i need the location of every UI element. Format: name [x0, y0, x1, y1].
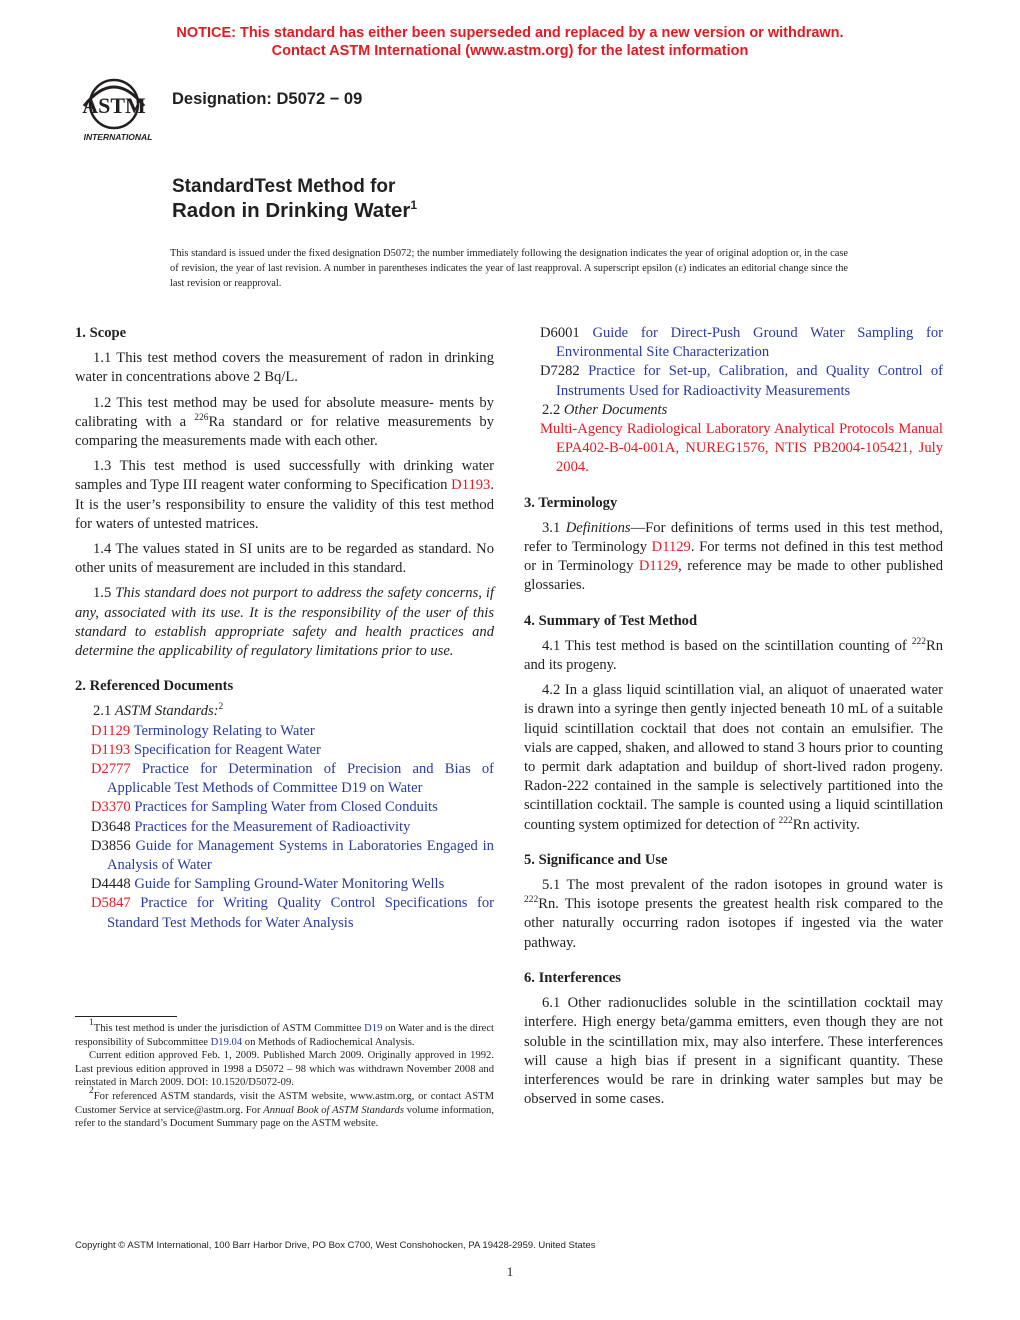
title-footnote-mark: 1	[410, 198, 418, 212]
page-number: 1	[506, 1264, 514, 1279]
reference-item[interactable]: D1129 Terminology Relating to Water	[91, 722, 315, 739]
reference-item[interactable]: D7282 Practice for Set-up, Calibration, and Quality Control of Instruments Used for Radioactivity Measurements	[540, 363, 943, 399]
issuance-statement: This standard is issued under the fixed designation D5072; the number immediately following the designation indicates the year of original adoption or, in the case of revision, the year of last revision. A number in parentheses indicates the year of last reapproval. A superscript epsilon (ε) indicates an editorial change since the last revision or reapproval.	[170, 248, 848, 289]
footnote-1: $^1$This test method is under the jurisdiction of ASTM Committee D19 on Water and is the direct responsibility of Subcommittee D19.04 on Methods of Radiochemical Analysis.	[75, 1018, 494, 1048]
reference-item[interactable]: D1193 Specification for Reagent Water	[91, 741, 321, 758]
reference-list	[75, 722, 494, 933]
significance-5-1: 5.1 The most prevalent of the radon isotopes in ground water is $^{222}$Rn. This isotope presents the greatest health risk compared to the other naturally occurring radon isotopes if ingested via the water pathway.	[524, 877, 943, 951]
summary-4-1: 4.1 This test method is based on the scintillation counting of $^{222}$Rn and its progeny.	[524, 636, 943, 674]
astm-logo	[74, 76, 162, 146]
notice-line-2: Contact ASTM International (www.astm.org) for the latest information	[271, 43, 749, 59]
footnote-1-edition: Current edition approved Feb. 1, 2009. Published March 2009. Originally approved in 1992. Last previous edition approved in 1998 a D5072 – 98 which was withdrawn November 2008 and reinstated in March 2009. DOI: 10.1520/D5072-09.	[75, 1050, 494, 1089]
reference-item[interactable]: D5847 Practice for Writing Quality Control Specifications for Standard Test Methods for Water Analysis	[91, 895, 494, 931]
reference-item[interactable]: D2777 Practice for Determination of Precision and Bias of Applicable Test Methods of Committee D19 on Water	[91, 761, 494, 797]
scope-1-4: 1.4 The values stated in SI units are to be regarded as standard. No other units of measurement are included in this standard.	[75, 541, 494, 577]
title-line-1: StandardTest Method for	[172, 176, 396, 197]
link-d1129[interactable]: D1129	[651, 539, 691, 556]
notice-line-1: NOTICE: This standard has either been superseded and replaced by a new version or withdrawn.	[176, 25, 844, 41]
interferences-6-1: 6.1 Other radionuclides soluble in the scintillation cocktail may interfere. High energy beta/gamma emitters, even though they are not soluble in the scintillation mix, may also interfere. These interferences will cause a high bias if present in a significant quantity. These interferences would be rare in drinking water samples but may be observed in some cases.	[524, 995, 943, 1108]
footnote-2: $^2$For referenced ASTM standards, visit the ASTM website, www.astm.org, or contact ASTM Customer Service at service@astm.org. For Annual Book of ASTM Standards volume information, refer to the standard’s Document Summary page on the ASTM website.	[75, 1085, 494, 1130]
footnote-divider	[75, 1016, 177, 1017]
reference-item[interactable]: D4448 Guide for Sampling Ground-Water Monitoring Wells	[91, 876, 445, 893]
link-d19-04[interactable]: D19.04	[210, 1036, 243, 1048]
right-column	[524, 324, 943, 1109]
interferences-heading: 6. Interferences	[524, 969, 621, 986]
left-column	[75, 324, 494, 933]
withdrawal-notice	[0, 24, 1020, 60]
scope-heading: 1. Scope	[75, 325, 127, 341]
other-documents-subheading: 2.2 Other Documents	[542, 401, 668, 418]
link-d1193[interactable]: D1193	[451, 477, 491, 494]
other-document-item[interactable]: Multi-Agency Radiological Laboratory Analytical Protocols Manual EPA402-B-04-001A, NUREG1576, NTIS PB2004-105421, July 2004.	[540, 421, 943, 476]
significance-heading: 5. Significance and Use	[524, 851, 668, 868]
terminology-heading: 3. Terminology	[524, 494, 618, 511]
link-d1129[interactable]: D1129	[638, 558, 679, 575]
logo-subtext: INTERNATIONAL	[83, 132, 153, 142]
document-title	[172, 176, 417, 224]
summary-4-2: 4.2 In a glass liquid scintillation vial, an aliquot of unaerated water is drawn into a syringe then gently injected beneath 10 mL of a suitable liquid scintillation cocktail that does not contain an emulsifier. The vials are capped, shaken, and allowed to stand 3 hours prior to counting to permit dark adaptation and buildup of short-lived radon progeny. Radon-222 contained in the sample is selectively partitioned into the scintillation cocktail. The sample is counted using a liquid scintillation counting system optimized for detection of $^{222}$Rn activity.	[524, 682, 943, 833]
summary-heading: 4. Summary of Test Method	[524, 612, 698, 629]
reference-item[interactable]: D3648 Practices for the Measurement of Radioactivity	[91, 818, 411, 835]
copyright-notice: Copyright © ASTM International, 100 Barr Harbor Drive, PO Box C700, West Conshohocken, PA 19428-2959. United States	[75, 1240, 596, 1251]
terminology-3-1: 3.1 Definitions—For definitions of terms used in this test method, refer to Terminology D1129. For terms not defined in this test method or in Terminology D1129, reference may be made to other published glossaries.	[524, 519, 943, 594]
scope-1-5: 1.5 This standard does not purport to address the safety concerns, if any, associated with its use. It is the responsibility of the user of this standard to establish appropriate safety and health practices and determine the applicability of regulatory limitations prior to use.	[75, 585, 494, 660]
scope-1-3: 1.3 This test method is used successfully with drinking water samples and Type III reagent water conforming to Specification D1193. It is the user’s responsibility to ensure the validity of this test method for waters of untested matrices.	[75, 458, 494, 532]
designation: Designation: D5072 − 09	[172, 90, 363, 108]
reference-item[interactable]: D3370 Practices for Sampling Water from Closed Conduits	[91, 799, 438, 816]
astm-standards-subheading: 2.1 ASTM Standards:$^2$	[93, 702, 224, 720]
title-line-2: Radon in Drinking Water	[172, 199, 411, 222]
logo-text: ASTM	[82, 93, 146, 118]
link-d19[interactable]: D19	[364, 1023, 383, 1034]
reference-item[interactable]: D6001 Guide for Direct-Push Ground Water Sampling for Environmental Site Characterization	[540, 325, 943, 361]
referenced-documents-heading: 2. Referenced Documents	[75, 678, 234, 695]
scope-1-2: 1.2 This test method may be used for absolute measure- ments by calibrating with a $^{226}$Ra standard or for relative measurements by comparing the measurements made with each other.	[75, 394, 494, 450]
reference-item[interactable]: D3856 Guide for Management Systems in Laboratories Engaged in Analysis of Water	[91, 837, 494, 874]
scope-1-1: 1.1 This test method covers the measurement of radon in drinking water in concentrations above 2 Bq/L.	[75, 350, 494, 386]
footnotes	[75, 1018, 494, 1131]
